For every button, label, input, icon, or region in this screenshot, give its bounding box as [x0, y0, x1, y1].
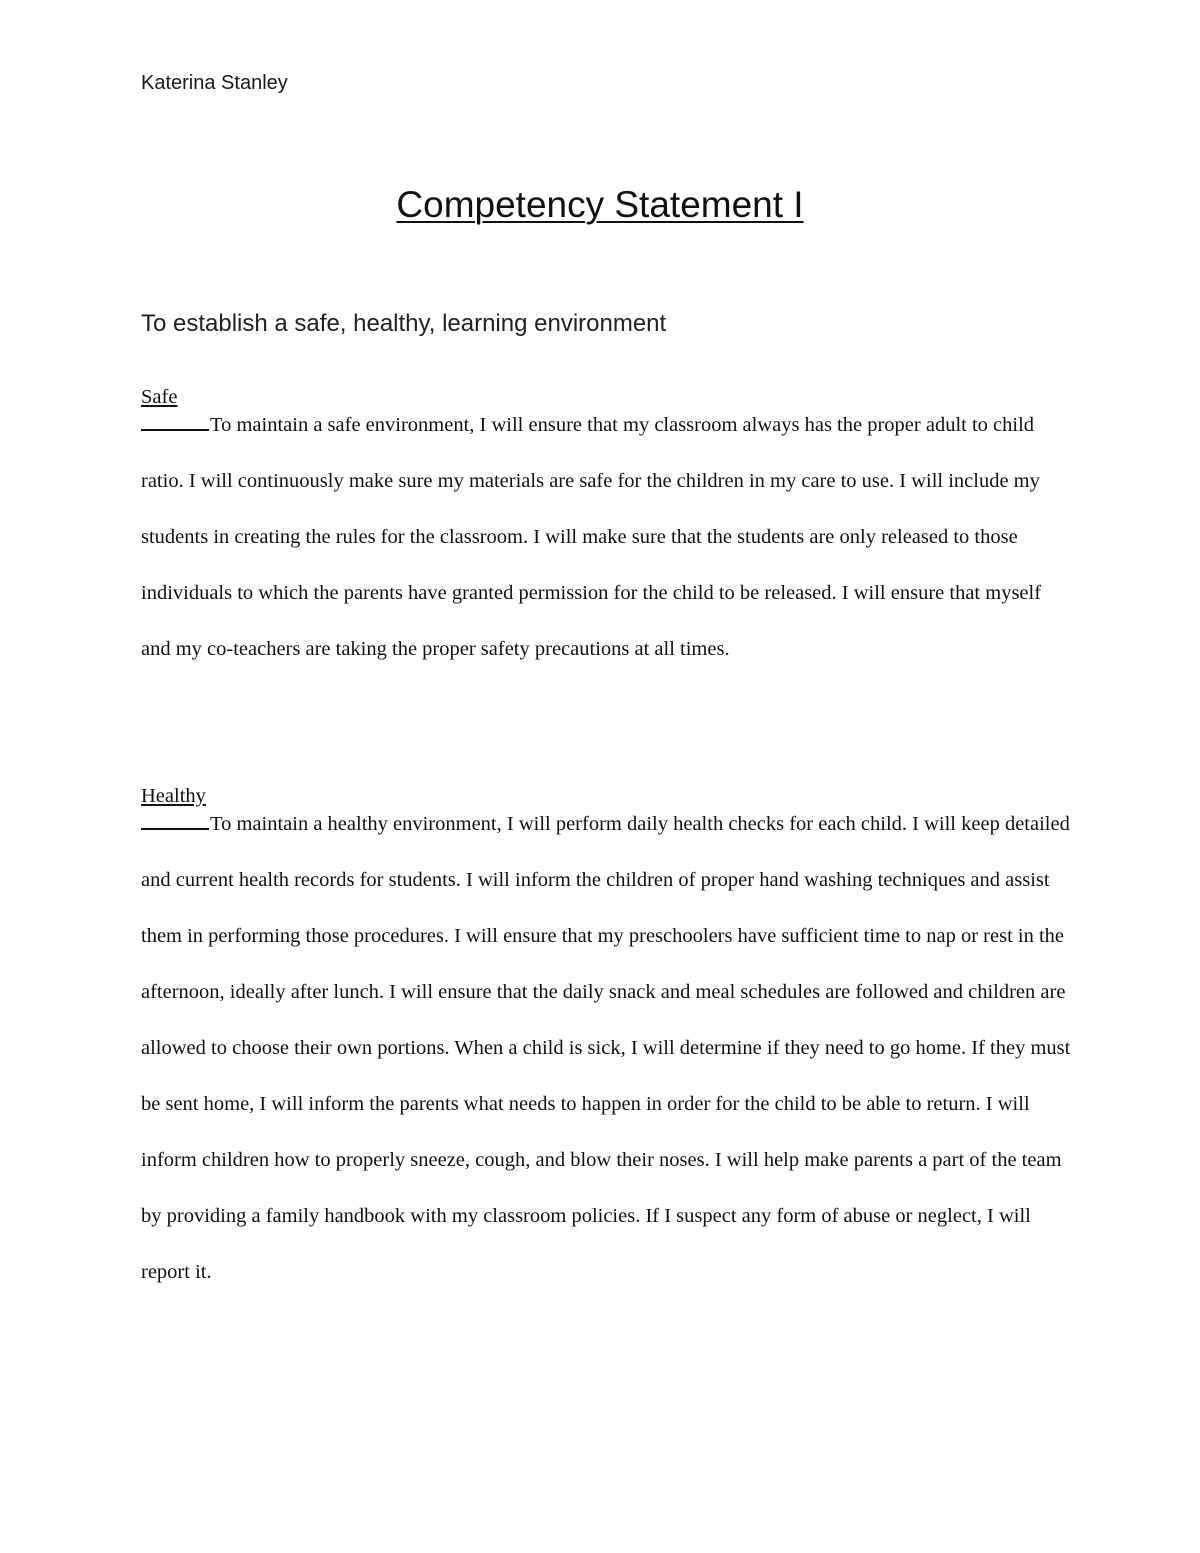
document-subtitle: To establish a safe, healthy, learning environment — [141, 310, 667, 337]
indent-underline — [141, 428, 209, 431]
section-text-healthy: To maintain a healthy environment, I will perform daily health checks for each child. I will keep detailed and current health records for students. I will inform the children of proper hand washing techniques and assist them in performing those procedures. I will ensure that my preschoolers have sufficient time to nap or rest in the afternoon, ideally after lunch. I will ensure that the daily snack and meal schedules are followed and children are allowed to choose their own portions. When a child is sick, I will determine if they need to go home. If they must be sent home, I will inform the parents what needs to happen in order for the child to be able to return. I will inform children how to properly sneeze, cough, and blow their noses. I will help make parents a part of the team by providing a family handbook with my classroom policies. If I suspect any form of abuse or neglect, I will report it. — [141, 813, 1071, 1283]
section-heading-healthy: Healthy — [141, 785, 206, 807]
author-name: Katerina Stanley — [141, 72, 288, 94]
section-body-safe — [141, 397, 1071, 677]
section-text-safe: To maintain a safe environment, I will ensure that my classroom always has the proper adult to child ratio. I will continuously make sure my materials are safe for the children in my care to use. I will include my students in creating the rules for the classroom. I will make sure that the students are only released to those individuals to which the parents have granted permission for the child to be released. I will ensure that myself and my co-teachers are taking the proper safety precautions at all times. — [141, 414, 1042, 660]
section-safe — [141, 382, 1071, 677]
section-heading-safe: Safe — [141, 386, 178, 408]
indent-underline — [141, 827, 209, 830]
section-body-healthy — [141, 796, 1071, 1300]
section-healthy — [141, 781, 1071, 1300]
document-title: Competency Statement I — [396, 184, 804, 225]
